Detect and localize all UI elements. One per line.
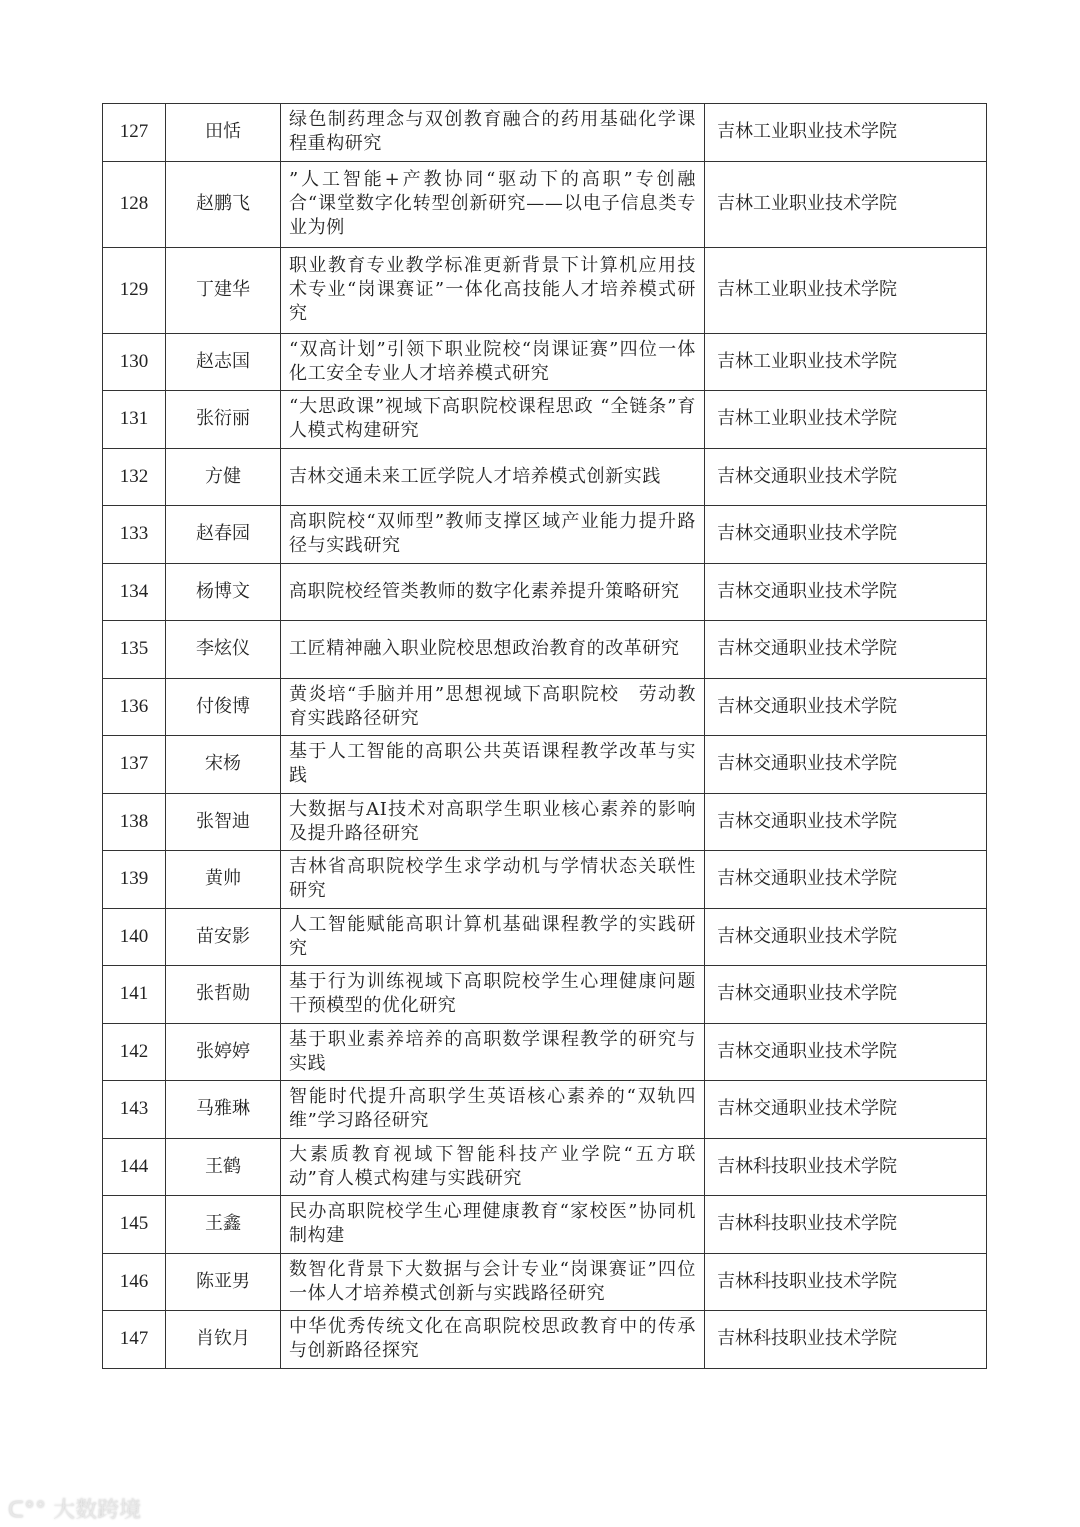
researcher-name: 王鑫 bbox=[166, 1196, 281, 1254]
institution: 吉林交通职业技术学院 bbox=[705, 678, 987, 736]
watermark-text: 大数跨境 bbox=[53, 1498, 142, 1523]
institution: 吉林工业职业技术学院 bbox=[705, 161, 987, 247]
researcher-name: 张智迪 bbox=[166, 793, 281, 851]
project-list-table bbox=[102, 103, 987, 1369]
project-title: 智能时代提升高职学生英语核心素养的“双轨四维”学习路径研究 bbox=[281, 1081, 705, 1139]
institution: 吉林交通职业技术学院 bbox=[705, 448, 987, 506]
row-number: 135 bbox=[103, 621, 166, 679]
table-row bbox=[103, 506, 987, 564]
row-number: 133 bbox=[103, 506, 166, 564]
institution: 吉林科技职业技术学院 bbox=[705, 1138, 987, 1196]
project-title: 基于行为训练视域下高职院校学生心理健康问题干预模型的优化研究 bbox=[281, 966, 705, 1024]
researcher-name: 李炫仪 bbox=[166, 621, 281, 679]
row-number: 139 bbox=[103, 851, 166, 909]
row-number: 141 bbox=[103, 966, 166, 1024]
institution: 吉林交通职业技术学院 bbox=[705, 966, 987, 1024]
table-row bbox=[103, 1311, 987, 1369]
table-row bbox=[103, 563, 987, 621]
researcher-name: 赵志国 bbox=[166, 333, 281, 391]
table-row bbox=[103, 678, 987, 736]
institution: 吉林交通职业技术学院 bbox=[705, 908, 987, 966]
researcher-name: 张婷婷 bbox=[166, 1023, 281, 1081]
row-number: 147 bbox=[103, 1311, 166, 1369]
project-title: “大思政课”视域下高职院校课程思政 “全链条”育人模式构建研究 bbox=[281, 391, 705, 449]
table-row bbox=[103, 621, 987, 679]
project-title: 高职院校“双师型”教师支撑区域产业能力提升路径与实践研究 bbox=[281, 506, 705, 564]
project-title: 大数据与AI技术对高职学生职业核心素养的影响及提升路径研究 bbox=[281, 793, 705, 851]
researcher-name: 付俊博 bbox=[166, 678, 281, 736]
project-title: “双高计划”引领下职业院校“岗课证赛”四位一体化工安全专业人才培养模式研究 bbox=[281, 333, 705, 391]
project-title: 数智化背景下大数据与会计专业“岗课赛证”四位一体人才培养模式创新与实践路径研究 bbox=[281, 1253, 705, 1311]
researcher-name: 陈亚男 bbox=[166, 1253, 281, 1311]
table-row bbox=[103, 793, 987, 851]
institution: 吉林交通职业技术学院 bbox=[705, 736, 987, 794]
institution: 吉林工业职业技术学院 bbox=[705, 247, 987, 333]
project-title: 高职院校经管类教师的数字化素养提升策略研究 bbox=[281, 563, 705, 621]
table-row bbox=[103, 1023, 987, 1081]
row-number: 127 bbox=[103, 104, 166, 162]
project-title: 大素质教育视域下智能科技产业学院“五方联动”育人模式构建与实践研究 bbox=[281, 1138, 705, 1196]
project-title: 吉林省高职院校学生求学动机与学情状态关联性研究 bbox=[281, 851, 705, 909]
researcher-name: 黄帅 bbox=[166, 851, 281, 909]
researcher-name: 杨博文 bbox=[166, 563, 281, 621]
project-title: 职业教育专业教学标准更新背景下计算机应用技术专业“岗课赛证”一体化高技能人才培养模式研究 bbox=[281, 247, 705, 333]
row-number: 132 bbox=[103, 448, 166, 506]
table-row bbox=[103, 966, 987, 1024]
row-number: 142 bbox=[103, 1023, 166, 1081]
row-number: 145 bbox=[103, 1196, 166, 1254]
institution: 吉林交通职业技术学院 bbox=[705, 1023, 987, 1081]
researcher-name: 王鹤 bbox=[166, 1138, 281, 1196]
researcher-name: 马雅琳 bbox=[166, 1081, 281, 1139]
institution: 吉林交通职业技术学院 bbox=[705, 621, 987, 679]
row-number: 131 bbox=[103, 391, 166, 449]
project-title: 吉林交通未来工匠学院人才培养模式创新实践 bbox=[281, 448, 705, 506]
researcher-name: 宋杨 bbox=[166, 736, 281, 794]
researcher-name: 张哲勋 bbox=[166, 966, 281, 1024]
table-row bbox=[103, 104, 987, 162]
institution: 吉林交通职业技术学院 bbox=[705, 851, 987, 909]
project-title: 中华优秀传统文化在高职院校思政教育中的传承与创新路径探究 bbox=[281, 1311, 705, 1369]
watermark-logo: ᑕ°° 大数跨境 bbox=[8, 1498, 142, 1523]
project-title: 黄炎培“手脑并用”思想视域下高职院校 劳动教育实践路径研究 bbox=[281, 678, 705, 736]
row-number: 134 bbox=[103, 563, 166, 621]
researcher-name: 张衍丽 bbox=[166, 391, 281, 449]
table-row bbox=[103, 851, 987, 909]
table-row bbox=[103, 333, 987, 391]
researcher-name: 苗安影 bbox=[166, 908, 281, 966]
institution: 吉林交通职业技术学院 bbox=[705, 1081, 987, 1139]
table-row bbox=[103, 1081, 987, 1139]
row-number: 143 bbox=[103, 1081, 166, 1139]
researcher-name: 丁建华 bbox=[166, 247, 281, 333]
row-number: 128 bbox=[103, 161, 166, 247]
institution: 吉林工业职业技术学院 bbox=[705, 333, 987, 391]
row-number: 130 bbox=[103, 333, 166, 391]
table-row bbox=[103, 391, 987, 449]
table-row bbox=[103, 1138, 987, 1196]
institution: 吉林科技职业技术学院 bbox=[705, 1253, 987, 1311]
institution: 吉林科技职业技术学院 bbox=[705, 1196, 987, 1254]
row-number: 138 bbox=[103, 793, 166, 851]
row-number: 129 bbox=[103, 247, 166, 333]
table-row bbox=[103, 161, 987, 247]
institution: 吉林交通职业技术学院 bbox=[705, 793, 987, 851]
project-title: 工匠精神融入职业院校思想政治教育的改革研究 bbox=[281, 621, 705, 679]
row-number: 144 bbox=[103, 1138, 166, 1196]
row-number: 136 bbox=[103, 678, 166, 736]
project-title: 绿色制药理念与双创教育融合的药用基础化学课程重构研究 bbox=[281, 104, 705, 162]
table-row bbox=[103, 908, 987, 966]
project-title: 民办高职院校学生心理健康教育“家校医”协同机制构建 bbox=[281, 1196, 705, 1254]
row-number: 137 bbox=[103, 736, 166, 794]
institution: 吉林交通职业技术学院 bbox=[705, 506, 987, 564]
researcher-name: 方健 bbox=[166, 448, 281, 506]
row-number: 146 bbox=[103, 1253, 166, 1311]
researcher-name: 赵春园 bbox=[166, 506, 281, 564]
institution: 吉林交通职业技术学院 bbox=[705, 563, 987, 621]
project-title: 基于人工智能的高职公共英语课程教学改革与实践 bbox=[281, 736, 705, 794]
researcher-name: 赵鹏飞 bbox=[166, 161, 281, 247]
institution: 吉林工业职业技术学院 bbox=[705, 391, 987, 449]
project-title: ”人工智能+产教协同“驱动下的高职”专创融合“课堂数字化转型创新研究——以电子信息类专业为例 bbox=[281, 161, 705, 247]
institution: 吉林工业职业技术学院 bbox=[705, 104, 987, 162]
table-row bbox=[103, 448, 987, 506]
table-row bbox=[103, 736, 987, 794]
project-title: 人工智能赋能高职计算机基础课程教学的实践研究 bbox=[281, 908, 705, 966]
table-row bbox=[103, 247, 987, 333]
project-title: 基于职业素养培养的高职数学课程教学的研究与实践 bbox=[281, 1023, 705, 1081]
table-row bbox=[103, 1253, 987, 1311]
row-number: 140 bbox=[103, 908, 166, 966]
institution: 吉林科技职业技术学院 bbox=[705, 1311, 987, 1369]
researcher-name: 肖钦月 bbox=[166, 1311, 281, 1369]
researcher-name: 田恬 bbox=[166, 104, 281, 162]
table-row bbox=[103, 1196, 987, 1254]
